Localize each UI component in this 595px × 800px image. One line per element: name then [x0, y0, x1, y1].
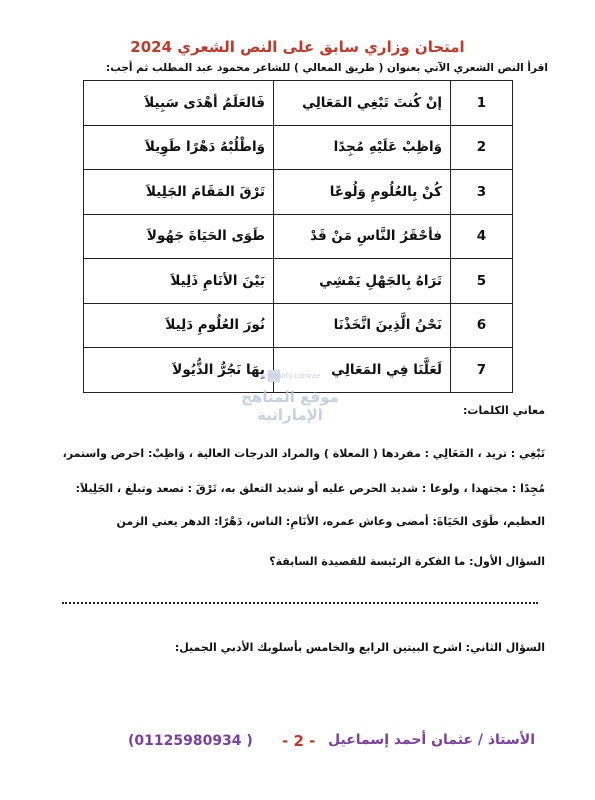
verse-second-hemistich: بِهَا نَجُرُّ الذُّيُولاَ: [84, 348, 274, 393]
watermark: [230, 372, 350, 424]
meanings-heading: معاني الكلمات:: [463, 404, 545, 417]
question-2: السؤال الثاني: اشرح البيتين الرابع والخامس بأسلوبك الأدبي الجميل:: [174, 641, 545, 654]
answer-line: [62, 596, 538, 604]
poem-row: [84, 259, 513, 304]
poem-row: [84, 81, 513, 126]
verse-number: 5: [451, 259, 513, 304]
watermark-url: almanahj.com/ae: [259, 372, 321, 380]
poem-row: [84, 170, 513, 215]
page-number: - 2 -: [282, 732, 316, 750]
verse-second-hemistich: وَاطْلُبْهُ دَهْرًا طَوِيلاَ: [84, 125, 274, 170]
meanings-line-3: العظيم، طَوَى الحَيَاةَ: أمضى وعاش عمره، الأنَامِ: الناس، دَهْرًا: الدهر يعني الزمن: [116, 515, 545, 528]
teacher-name: الأستاذ / عثمان أحمد إسماعيل: [328, 732, 535, 748]
question-1: السؤال الأول: ما الفكرة الرئيسة للقصيدة السابقة؟: [269, 555, 545, 568]
meanings-line-1: تَبْغِي : تريد ، المَعَالِي : مفردها ( المعلاة ) والمراد الدرجات العالية ، وَاظِبْ: احرص واستمر،: [62, 447, 545, 460]
verse-second-hemistich: نُورَ العُلُومِ دَلِيلاَ: [84, 303, 274, 348]
meanings-line-2: مُجِدًا : مجتهدا ، ولوعا : شديد الحرص عليه أو شديد التعلق به، تَرْقَ : تصعد وتبلغ ، الجَلِيلاَ:: [75, 482, 545, 495]
instructions-text: اقرأ النص الشعري الآتي بعنوان ( طريق المعالي ) للشاعر محمود عبد المطلب ثم أجب:: [106, 62, 548, 74]
verse-number: 6: [451, 303, 513, 348]
verse-second-hemistich: تَرْقَ المَقَامَ الجَلِيلاَ: [84, 170, 274, 215]
verse-first-hemistich: وَاظِبْ عَلَيْهِ مُجِدًا: [274, 125, 451, 170]
watermark-name: موقع المناهج الإماراتية: [241, 388, 339, 424]
verse-second-hemistich: طَوَى الحَيَاةَ جَهُولاَ: [84, 214, 274, 259]
page-title: امتحان وزاري سابق على النص الشعري 2024: [130, 38, 465, 56]
verse-first-hemistich: كُنْ بِالعُلُومِ وَلُوعًا: [274, 170, 451, 215]
poem-row: [84, 303, 513, 348]
verse-number: 7: [451, 348, 513, 393]
verse-first-hemistich: تَرَاهُ بِالجَهْلِ يَمْشِي: [274, 259, 451, 304]
verse-number: 3: [451, 170, 513, 215]
phone-number: (01125980934 ): [128, 733, 253, 749]
poem-row: [84, 125, 513, 170]
verse-second-hemistich: بَيْنَ الأنَامِ ذَلِيلاَ: [84, 259, 274, 304]
verse-second-hemistich: فَالعَلَمُ أهْدَى سَبِيلاَ: [84, 81, 274, 126]
poem-row: [84, 214, 513, 259]
verse-number: 1: [451, 81, 513, 126]
verse-number: 4: [451, 214, 513, 259]
verse-first-hemistich: إنْ كُنتَ تَبْغِي المَعَالِي: [274, 81, 451, 126]
verse-first-hemistich: فأحْقَرُ النَّاسِ مَنْ قَدْ: [274, 214, 451, 259]
verse-number: 2: [451, 125, 513, 170]
verse-first-hemistich: لَعَلَّنَا فِي المَعَالِي: [274, 348, 451, 393]
poem-table: [83, 80, 513, 393]
verse-first-hemistich: نَحْنُ الَّذِينَ اتَّخَذْنَا: [274, 303, 451, 348]
